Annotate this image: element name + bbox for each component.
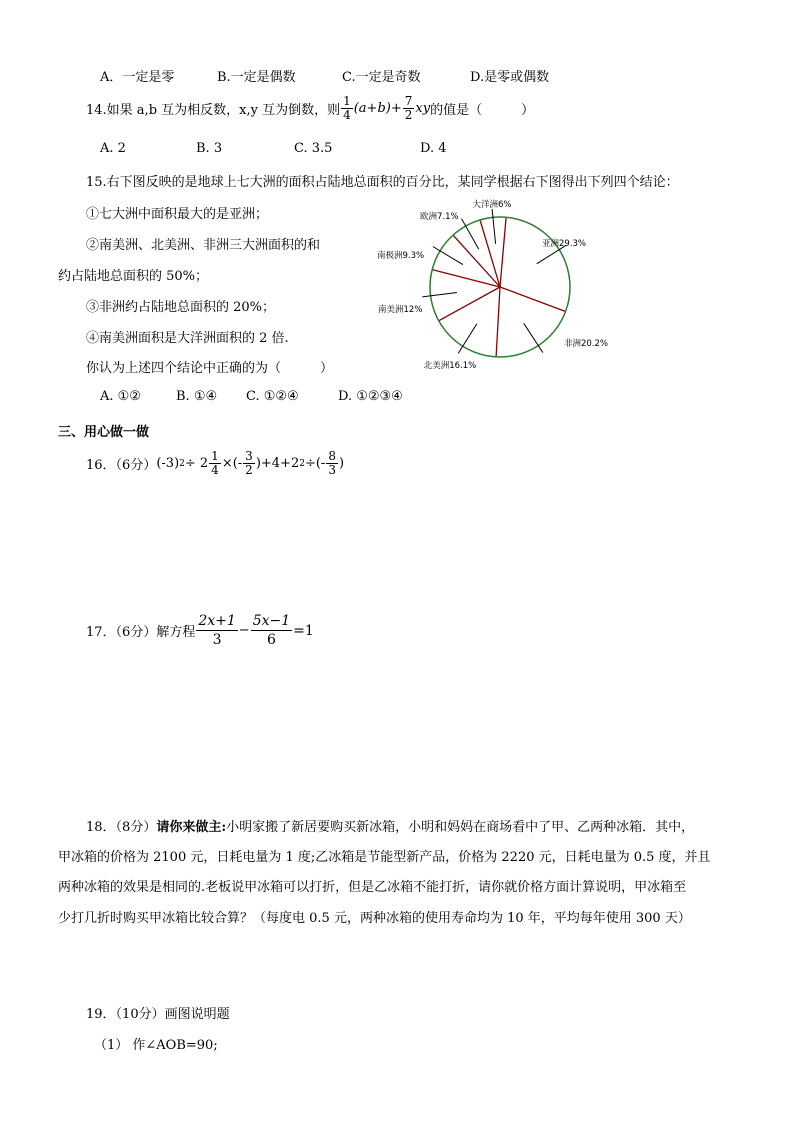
- q15-stem: 15.右下图反映的是地球上七大洲的面积占陆地总面积的百分比，某同学根据右下图得出下列四个结论：: [86, 175, 679, 190]
- pie-leader-line: [422, 292, 457, 296]
- pie-divider: [496, 287, 500, 357]
- q19-sub-1: （1） 作∠AOB=90;: [94, 1038, 218, 1053]
- pie-slice-label: 南极洲9.3%: [377, 251, 425, 261]
- q16-fraction-2: [243, 450, 255, 477]
- q14-xy: xy: [415, 101, 431, 116]
- q14-paren: (a+b)+: [353, 101, 402, 116]
- q14-option-d: D. 4: [420, 141, 447, 156]
- q18-line-3: 两种冰箱的效果是相同的.老板说甲冰箱可以打折，但是乙冰箱不能打折，请你就价格方面计算说明，甲冰箱至: [58, 880, 687, 895]
- q13-option-b: B.一定是偶数: [217, 70, 296, 85]
- q14-fraction-1: [341, 95, 353, 122]
- q16-fraction-3: [326, 450, 338, 477]
- q15-conclusion-2b: 约占陆地总面积的 50%；: [58, 269, 209, 284]
- q16-div1: ÷ 2: [184, 456, 209, 471]
- q17-fraction-2: [251, 612, 292, 649]
- q16-g-num: 8: [328, 449, 336, 463]
- q16-expression: [86, 450, 344, 477]
- q14-suffix: 的值是（ ）: [430, 103, 535, 118]
- q18-line-4: 少打几折时购买甲冰箱比较合算？（每度电 0.5 元，两种冰箱的使用寿命均为 10 年，平均每年使用 300 天）: [58, 911, 691, 926]
- pie-leader-line: [492, 209, 496, 244]
- q14-option-c: C. 3.5: [294, 141, 333, 156]
- q13-option-c: C.一定是奇数: [342, 70, 421, 85]
- q17-fraction-1: [196, 612, 237, 649]
- pie-divider: [480, 220, 500, 287]
- q18-label: 18．（8分）: [86, 820, 157, 835]
- q14-stem: [86, 95, 534, 122]
- pie-divider: [432, 270, 500, 287]
- pie-slice-label: 非洲20.2%: [564, 339, 609, 349]
- q16-f-num: 3: [245, 449, 253, 463]
- q18-line-1: [86, 816, 694, 835]
- q14-f1-den: 4: [343, 108, 351, 122]
- pie-slice-label: 大洋洲6%: [472, 200, 512, 210]
- section-3-heading: 三、用心做一做: [58, 425, 150, 440]
- q17-rhs: =1: [293, 622, 314, 639]
- q17-label: 17．（6分）解方程: [86, 625, 196, 640]
- q17-equation: [86, 612, 314, 649]
- q15-option-a: A. ①②: [100, 389, 141, 404]
- pie-divider: [453, 235, 500, 287]
- q16-end: ): [338, 456, 345, 471]
- q18-bold: 请你来做主:: [156, 820, 227, 835]
- q13-option-d: D.是零或偶数: [470, 70, 550, 85]
- q14-f2-den: 2: [404, 108, 413, 122]
- q16-times: ×(-: [221, 456, 243, 471]
- q18-line1-text: 小明家搬了新居要购买新冰箱，小明和妈妈在商场看中了甲、乙两种冰箱．其中，: [226, 820, 695, 835]
- q15-conclusion-1: ①七大洲中面积最大的是亚洲；: [86, 207, 269, 222]
- q14-option-a: A. 2: [100, 141, 126, 156]
- q16-f-den: 2: [245, 463, 253, 477]
- pie-slice-label: 北美洲16.1%: [423, 361, 477, 371]
- q15-conclusion-2a: ②南美洲、北美洲、非洲三大洲面积的和: [86, 238, 321, 253]
- pie-slice-label: 亚洲29.3%: [542, 239, 587, 249]
- continents-pie-chart: [360, 196, 609, 376]
- pie-divider: [439, 287, 500, 321]
- q15-option-d: D. ①②③④: [338, 389, 403, 404]
- q16-exp1: 2: [179, 458, 185, 469]
- q16-g-den: 3: [328, 463, 336, 477]
- q14-prefix: 14.如果 a,b 互为相反数，x,y 互为倒数，则: [86, 103, 341, 118]
- q16-mixed-fraction: [209, 450, 221, 477]
- q17-b-num: 5x−1: [252, 613, 291, 629]
- pie-divider: [500, 217, 506, 287]
- q15-conclusion-4: ④南美洲面积是大洋洲面积的 2 倍.: [86, 331, 289, 346]
- q15-option-c: C. ①②④: [246, 389, 299, 404]
- q15-conclusion-3: ③非洲约占陆地总面积的 20%；: [86, 300, 276, 315]
- q16-exp2: 2: [299, 458, 305, 469]
- pie-slice-label: 南美洲12%: [378, 305, 423, 315]
- q16-m-den: 4: [211, 463, 219, 477]
- pie-divider: [500, 287, 566, 311]
- q17-minus: −: [238, 623, 250, 638]
- q16-label: 16．（6分）: [86, 458, 157, 473]
- q18-line-2: 甲冰箱的价格为 2100 元，日耗电量为 1 度;乙冰箱是节能型新产品，价格为 2220 元，日耗电量为 0.5 度，并且: [58, 850, 711, 865]
- q13-option-a: A．一定是零: [100, 70, 175, 85]
- q16-div2: ÷(-: [304, 456, 326, 471]
- q14-f1-num: 1: [343, 94, 351, 108]
- q16-m-num: 1: [211, 449, 219, 463]
- q16-mid: )+4+2: [255, 456, 300, 471]
- q16-base: (-3): [156, 456, 180, 471]
- q14-fraction-2: [403, 95, 415, 122]
- q19-heading: 19．（10分）画图说明题: [86, 1007, 230, 1022]
- q15-ask: 你认为上述四个结论中正确的为（ ）: [86, 361, 334, 376]
- q17-a-num: 2x+1: [198, 613, 236, 629]
- q17-b-den: 6: [266, 632, 276, 648]
- q17-a-den: 3: [212, 632, 222, 648]
- pie-slice-label: 欧洲7.1%: [420, 212, 459, 222]
- q14-f2-num: 7: [404, 94, 413, 108]
- q14-option-b: B. 3: [196, 141, 223, 156]
- q15-option-b: B. ①④: [176, 389, 218, 404]
